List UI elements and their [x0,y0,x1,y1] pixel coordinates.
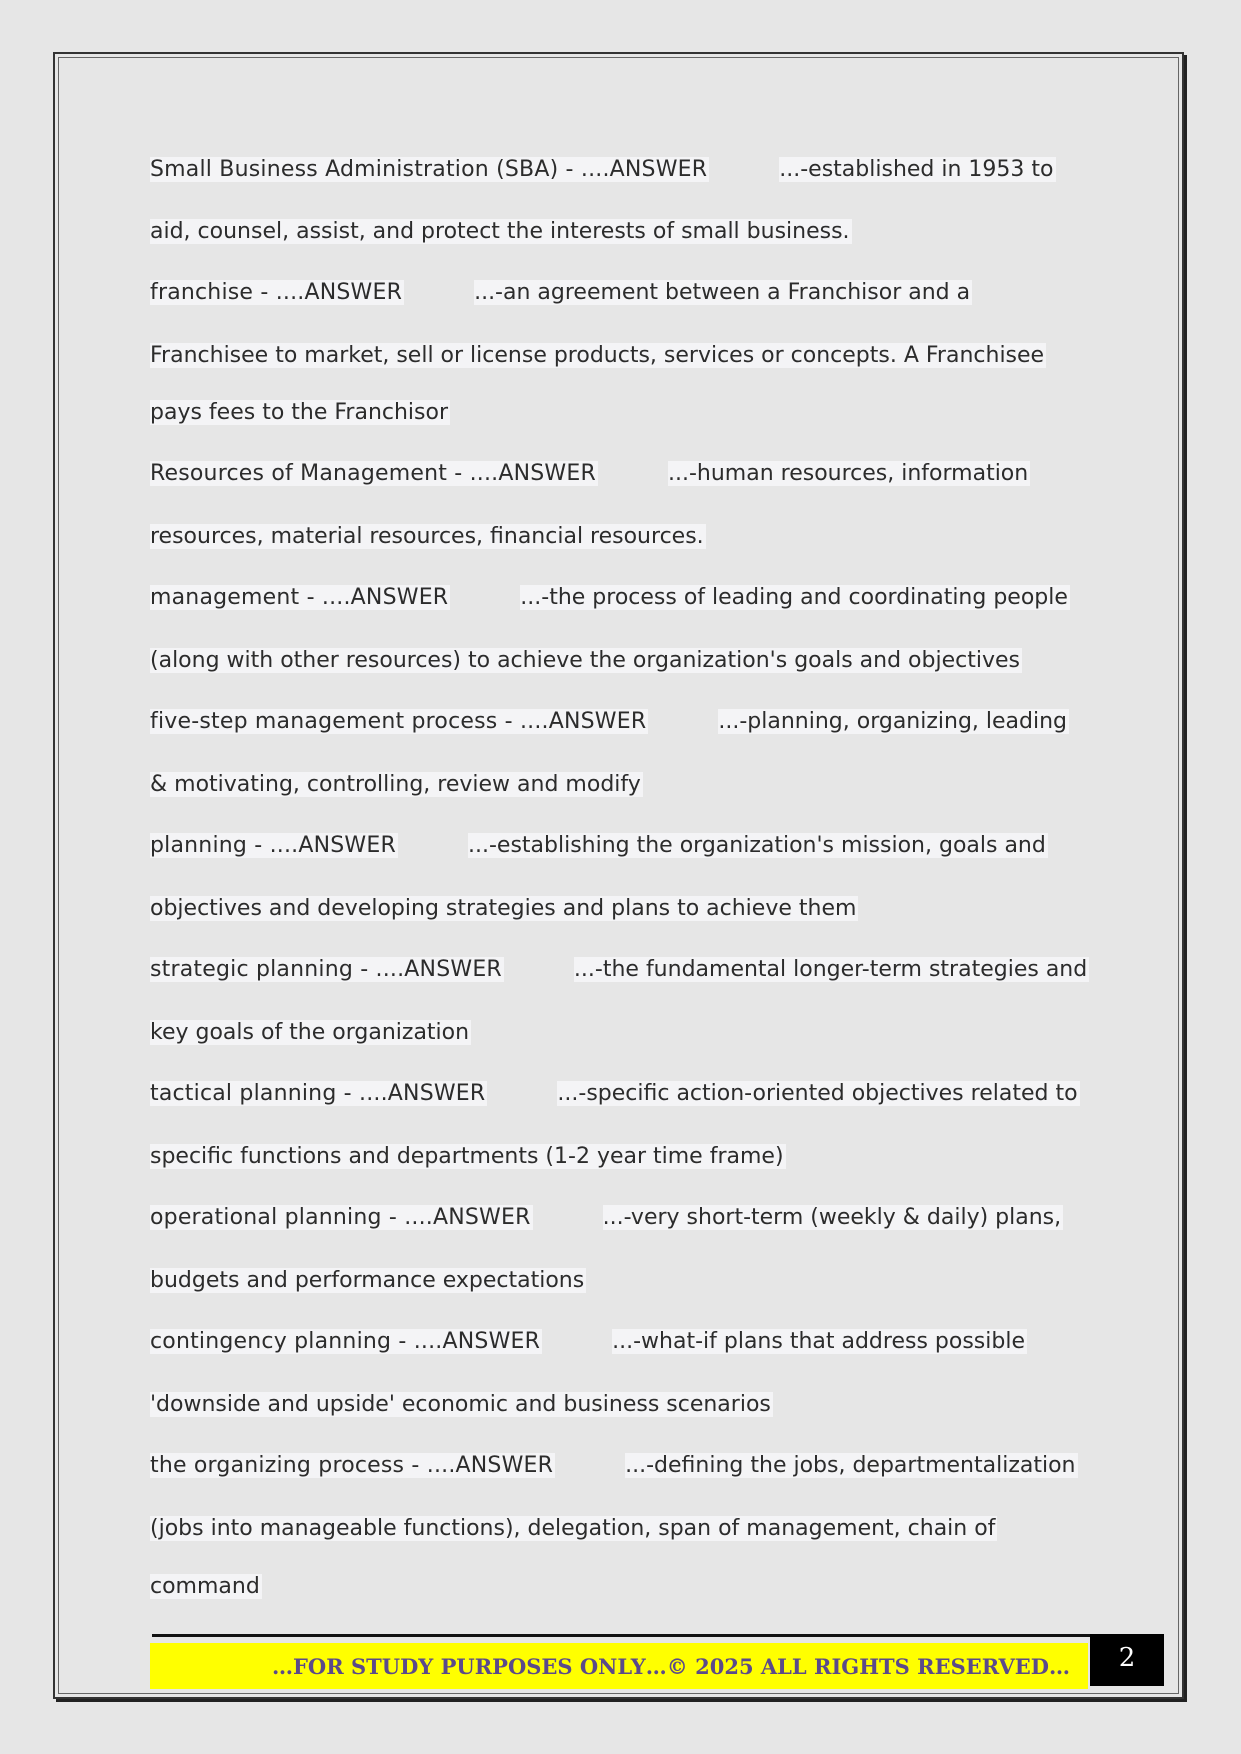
entry-definition: ...-human resources, information [667,461,1029,486]
entry-definition: & motivating, controlling, review and modify [150,772,641,797]
entry-definition-line [150,1570,262,1603]
entry-definition: ...-establishing the organization's mission, goals and [467,833,1046,858]
entry-definition: specific functions and departments (1-2 year time frame) [150,1144,784,1169]
entry-term: franchise - ....ANSWER [150,280,403,305]
entry-definition: ...-planning, organizing, leading [718,709,1068,734]
entry-term: the organizing process - ....ANSWER [150,1453,554,1478]
entry-definition-line [150,1388,773,1421]
entry-term-line [150,705,1069,738]
entry-term-line [150,457,1030,490]
entry-definition: ...-established in 1953 to [779,157,1054,182]
entry-definition-line [150,215,852,248]
entry-definition-line [150,1264,586,1297]
entry-term-line [150,1077,1080,1110]
entry-term: five-step management process - ....ANSWER [150,709,647,734]
entry-term: planning - ....ANSWER [150,833,396,858]
entry-definition: pays fees to the Franchisor [150,400,449,425]
entry-definition: key goals of the organization [150,1020,470,1045]
entry-definition-line [150,396,450,429]
entry-definition-line [150,644,1022,677]
entry-definition: ...-defining the jobs, departmentalization [625,1453,1076,1478]
entry-definition-line [150,1512,997,1545]
entry-term-line [150,276,972,309]
entry-term: Resources of Management - ....ANSWER [150,461,596,486]
entry-definition: ...-the process of leading and coordinating people [520,585,1068,610]
entry-term: management - ....ANSWER [150,585,449,610]
entry-definition: ...-an agreement between a Franchisor and a [474,280,971,305]
entry-term-line [150,581,1070,614]
entry-term: contingency planning - ....ANSWER [150,1329,541,1354]
footer-notice: …FOR STUDY PURPOSES ONLY…© 2025 ALL RIGHTS RESERVED… [150,1643,1088,1689]
entry-term-line [150,153,1056,186]
entry-term: Small Business Administration (SBA) - ....ANSWER [150,157,708,182]
entry-definition: ...-what-if plans that address possible [612,1329,1025,1354]
entry-definition: ...-the fundamental longer-term strategies and [573,957,1088,982]
entry-term-line [150,1449,1078,1482]
entry-definition-line [150,520,706,553]
entry-definition: budgets and performance expectations [150,1268,585,1293]
entry-term-line [150,953,1089,986]
footer-rule [152,1634,1092,1637]
entry-definition-line [150,1140,786,1173]
entry-definition-line [150,768,643,801]
entry-definition: Franchisee to market, sell or license products, services or concepts. A Franchisee [150,343,1045,368]
entry-definition-line [150,339,1046,372]
entry-definition: (jobs into manageable functions), delegation, span of management, chain of [150,1516,996,1541]
entry-definition: resources, material resources, financial resources. [150,524,704,549]
entry-definition: aid, counsel, assist, and protect the interests of small business. [150,219,850,244]
entry-definition: ...-very short-term (weekly & daily) plans, [602,1205,1062,1230]
entry-term: operational planning - ....ANSWER [150,1205,531,1230]
entry-term: strategic planning - ....ANSWER [150,957,502,982]
entry-definition: ...-specific action-oriented objectives related to [557,1081,1078,1106]
entry-definition-line [150,892,858,925]
entry-definition: objectives and developing strategies and plans to achieve them [150,896,857,921]
entry-term: tactical planning - ....ANSWER [150,1081,486,1106]
page-number: 2 [1090,1634,1164,1686]
entry-definition: (along with other resources) to achieve the organization's goals and objectives [150,648,1020,673]
entry-term-line [150,1201,1063,1234]
entry-definition: 'downside and upside' economic and business scenarios [150,1392,771,1417]
entry-definition-line [150,1016,471,1049]
entry-term-line [150,1325,1027,1358]
entry-definition: command [150,1574,260,1599]
entry-term-line [150,829,1048,862]
